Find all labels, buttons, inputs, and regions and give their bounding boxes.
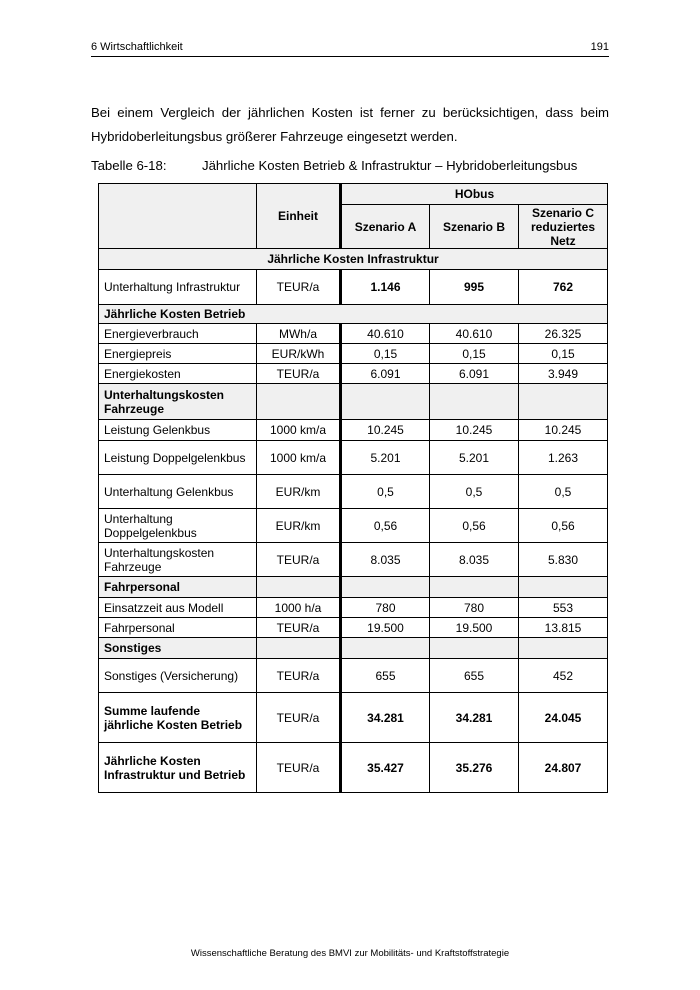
section-empty-cell [430, 577, 519, 598]
row-unit: TEUR/a [257, 543, 341, 577]
section-row [99, 249, 608, 270]
row-label: Leistung Doppelgelenkbus [99, 441, 257, 475]
table-row [99, 659, 608, 693]
row-unit: 1000 h/a [257, 598, 341, 618]
value-scenario-a: 10.245 [341, 420, 430, 441]
value-scenario-c: 452 [519, 659, 608, 693]
row-label: Unterhaltung Doppelgelenkbus [99, 509, 257, 543]
sum-row [99, 693, 608, 743]
row-unit: 1000 km/a [257, 420, 341, 441]
cost-table [98, 183, 608, 793]
row-label: Jährliche Kosten Infrastruktur und Betrieb [99, 743, 257, 793]
value-scenario-c: 5.830 [519, 543, 608, 577]
section-row [99, 384, 608, 420]
value-scenario-a: 780 [341, 598, 430, 618]
value-scenario-b: 0,5 [430, 475, 519, 509]
value-scenario-b: 655 [430, 659, 519, 693]
section-empty-cell [341, 638, 430, 659]
table-row [99, 509, 608, 543]
table-row [99, 364, 608, 384]
scenario-a-header: Szenario A [341, 205, 430, 249]
table-row [99, 441, 608, 475]
section-misc: Sonstiges [99, 638, 257, 659]
value-scenario-c: 24.045 [519, 693, 608, 743]
section-operation: Jährliche Kosten Betrieb [99, 305, 608, 324]
value-scenario-c: 0,5 [519, 475, 608, 509]
row-unit: TEUR/a [257, 693, 341, 743]
row-label: Unterhaltung Infrastruktur [99, 270, 257, 305]
value-scenario-c: 0,15 [519, 344, 608, 364]
row-unit: TEUR/a [257, 364, 341, 384]
row-unit: MWh/a [257, 324, 341, 344]
row-label: Unterhaltung Gelenkbus [99, 475, 257, 509]
value-scenario-a: 35.427 [341, 743, 430, 793]
table-row [99, 420, 608, 441]
value-scenario-a: 5.201 [341, 441, 430, 475]
row-label: Sonstiges (Versicherung) [99, 659, 257, 693]
value-scenario-b: 8.035 [430, 543, 519, 577]
row-label: Energieverbrauch [99, 324, 257, 344]
value-scenario-c: 1.263 [519, 441, 608, 475]
value-scenario-b: 5.201 [430, 441, 519, 475]
value-scenario-a: 0,56 [341, 509, 430, 543]
row-unit: TEUR/a [257, 618, 341, 638]
section-infrastructure: Jährliche Kosten Infrastruktur [99, 249, 608, 270]
value-scenario-b: 780 [430, 598, 519, 618]
table-number: Tabelle 6-18: [91, 158, 167, 173]
value-scenario-b: 10.245 [430, 420, 519, 441]
table-row [99, 543, 608, 577]
intro-paragraph: Bei einem Vergleich der jährlichen Kosten ist ferner zu berücksichtigen, dass beim Hybridoberleitungsbus größerer Fahrzeuge eingesetzt werden. [91, 105, 609, 144]
value-scenario-b: 6.091 [430, 364, 519, 384]
value-scenario-a: 0,15 [341, 344, 430, 364]
value-scenario-b: 40.610 [430, 324, 519, 344]
unit-header: Einheit [257, 184, 341, 249]
scenario-c-header: Szenario C reduziertes Netz [519, 205, 608, 249]
value-scenario-c: 26.325 [519, 324, 608, 344]
value-scenario-b: 35.276 [430, 743, 519, 793]
row-label: Unterhaltungskosten Fahrzeuge [99, 543, 257, 577]
row-unit: EUR/kWh [257, 344, 341, 364]
section-empty-cell [519, 384, 608, 420]
row-unit: EUR/km [257, 475, 341, 509]
value-scenario-b: 995 [430, 270, 519, 305]
value-scenario-b: 0,56 [430, 509, 519, 543]
row-unit: TEUR/a [257, 743, 341, 793]
section-empty-cell [341, 577, 430, 598]
table-row [99, 618, 608, 638]
table-row [99, 475, 608, 509]
value-scenario-a: 40.610 [341, 324, 430, 344]
value-scenario-a: 6.091 [341, 364, 430, 384]
section-empty-cell [519, 638, 608, 659]
section-empty-cell [341, 384, 430, 420]
row-label: Leistung Gelenkbus [99, 420, 257, 441]
value-scenario-b: 0,15 [430, 344, 519, 364]
row-unit: 1000 km/a [257, 441, 341, 475]
section-row [99, 305, 608, 324]
section-empty-cell [257, 384, 341, 420]
section-empty-cell [430, 638, 519, 659]
value-scenario-c: 24.807 [519, 743, 608, 793]
table-row [99, 344, 608, 364]
row-label: Fahrpersonal [99, 618, 257, 638]
row-unit: TEUR/a [257, 659, 341, 693]
value-scenario-a: 8.035 [341, 543, 430, 577]
value-scenario-c: 10.245 [519, 420, 608, 441]
value-scenario-c: 13.815 [519, 618, 608, 638]
section-row [99, 638, 608, 659]
table-row [99, 598, 608, 618]
value-scenario-a: 34.281 [341, 693, 430, 743]
total-row [99, 743, 608, 793]
section-vehicle-maintenance: Unterhaltungskosten Fahrzeuge [99, 384, 257, 420]
row-label: Einsatzzeit aus Modell [99, 598, 257, 618]
group-header: HObus [341, 184, 608, 205]
header-blank-cell [99, 184, 257, 249]
table-row [99, 270, 608, 305]
value-scenario-a: 19.500 [341, 618, 430, 638]
section-empty-cell [257, 638, 341, 659]
value-scenario-c: 3.949 [519, 364, 608, 384]
page-header [91, 40, 609, 57]
value-scenario-c: 553 [519, 598, 608, 618]
section-row [99, 577, 608, 598]
row-label: Energiepreis [99, 344, 257, 364]
page-footer: Wissenschaftliche Beratung des BMVI zur Mobilitäts- und Kraftstoffstrategie [190, 948, 510, 959]
section-empty-cell [430, 384, 519, 420]
row-unit: EUR/km [257, 509, 341, 543]
section-title: 6 Wirtschaftlichkeit [91, 41, 183, 53]
section-empty-cell [519, 577, 608, 598]
row-label: Summe laufende jährliche Kosten Betrieb [99, 693, 257, 743]
table-header-row [99, 184, 608, 205]
value-scenario-c: 0,56 [519, 509, 608, 543]
section-empty-cell [257, 577, 341, 598]
value-scenario-b: 19.500 [430, 618, 519, 638]
table-row [99, 324, 608, 344]
value-scenario-c: 762 [519, 270, 608, 305]
section-personnel: Fahrpersonal [99, 577, 257, 598]
page-number: 191 [590, 41, 609, 53]
value-scenario-a: 0,5 [341, 475, 430, 509]
scenario-b-header: Szenario B [430, 205, 519, 249]
value-scenario-a: 655 [341, 659, 430, 693]
value-scenario-b: 34.281 [430, 693, 519, 743]
row-unit: TEUR/a [257, 270, 341, 305]
value-scenario-a: 1.146 [341, 270, 430, 305]
table-title: Jährliche Kosten Betrieb & Infrastruktur – Hybridoberleitungsbus [202, 158, 578, 173]
row-label: Energiekosten [99, 364, 257, 384]
